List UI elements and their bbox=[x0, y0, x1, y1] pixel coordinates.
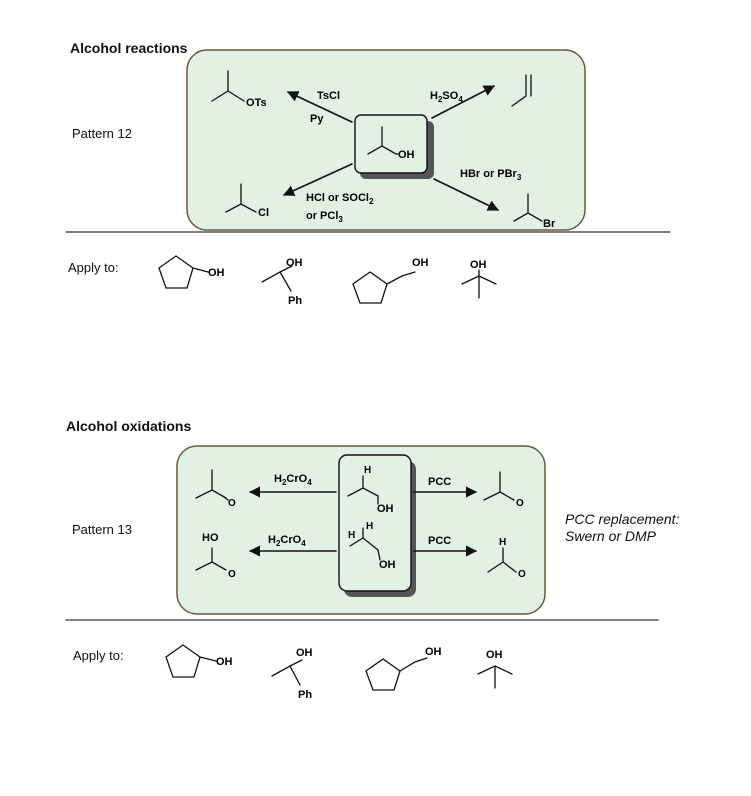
reagent-pcc-bottom: PCC bbox=[428, 535, 452, 547]
cyclopentanol-2 bbox=[166, 645, 216, 677]
phenyl-ethanol-2 bbox=[272, 660, 302, 685]
acid-left-ho: HO bbox=[202, 532, 219, 544]
reagent-tscl: TsCl bbox=[317, 90, 341, 102]
reagent-hcl-socl2: HCl or SOCl$_2$ bbox=[306, 192, 374, 206]
reagent-h2cro4-bottom: $H_2CrO_4$ bbox=[268, 534, 306, 548]
apply-to-label-2: Apply to: bbox=[73, 648, 124, 663]
cyclopentylmethanol-2 bbox=[366, 658, 427, 690]
isopropanol-2 bbox=[478, 666, 512, 688]
pcc-replacement-line2: Swern or DMP bbox=[565, 528, 657, 544]
isopropanol-1 bbox=[462, 270, 496, 298]
center-h-label-1: H bbox=[364, 465, 372, 476]
phenyl-ethanol-1 bbox=[262, 266, 292, 291]
center-oh-label-2: OH bbox=[379, 559, 396, 571]
center-alcohols-box bbox=[339, 455, 411, 591]
apply-to-label-1: Apply to: bbox=[68, 260, 119, 275]
apply2-phenylethanol-ph: Ph bbox=[298, 689, 313, 701]
center-oh-label: OH bbox=[398, 149, 415, 161]
pcc-replacement-line1: PCC replacement: bbox=[565, 511, 680, 527]
acid-left-o: O bbox=[228, 569, 236, 580]
pattern-13-label: Pattern 13 bbox=[72, 522, 132, 537]
alcohol-oxidations-heading: Alcohol oxidations bbox=[66, 418, 192, 434]
ketone-left-o: O bbox=[228, 498, 236, 509]
cyclopentanol-1 bbox=[159, 256, 208, 288]
aldehyde-right-h: H bbox=[499, 537, 507, 548]
reagent-h2so4: $H_2SO_4$ bbox=[430, 90, 463, 104]
cl-label: Cl bbox=[258, 207, 269, 219]
center-alcohol-box bbox=[355, 115, 427, 173]
apply1-phenylethanol-ph: Ph bbox=[288, 295, 303, 307]
pattern-12-label: Pattern 12 bbox=[72, 126, 132, 141]
alcohol-reactions-heading: Alcohol reactions bbox=[70, 40, 188, 56]
aldehyde-right-o: O bbox=[518, 569, 526, 580]
apply2-cyclopentanol-oh: OH bbox=[216, 656, 233, 668]
apply2-isopropanol-oh: OH bbox=[486, 649, 503, 661]
br-label: Br bbox=[543, 218, 556, 230]
apply2-phenylethanol-oh: OH bbox=[296, 647, 313, 659]
center-h-label-2: H bbox=[366, 521, 374, 532]
apply1-cyclopentylmethanol-oh: OH bbox=[412, 257, 429, 269]
reagent-pcc-top: PCC bbox=[428, 476, 452, 488]
reagent-py: Py bbox=[310, 113, 324, 125]
center-h-label-3: H bbox=[348, 530, 356, 541]
apply1-phenylethanol-oh: OH bbox=[286, 257, 303, 269]
apply1-isopropanol-oh: OH bbox=[470, 259, 487, 271]
reagent-hbr-pbr3: HBr or PBr$_3$ bbox=[460, 168, 522, 182]
ketone-right-o: O bbox=[516, 498, 524, 509]
ots-label: OTs bbox=[246, 97, 267, 109]
center-oh-label-1: OH bbox=[377, 503, 394, 515]
cyclopentylmethanol-1 bbox=[353, 272, 415, 303]
apply1-cyclopentanol-oh: OH bbox=[208, 267, 225, 279]
apply2-cyclopentylmethanol-oh: OH bbox=[425, 646, 442, 658]
reagent-h2cro4-top: $H_2CrO_4$ bbox=[274, 473, 312, 487]
reagent-pcl3: or PCl$_3$ bbox=[306, 210, 343, 224]
